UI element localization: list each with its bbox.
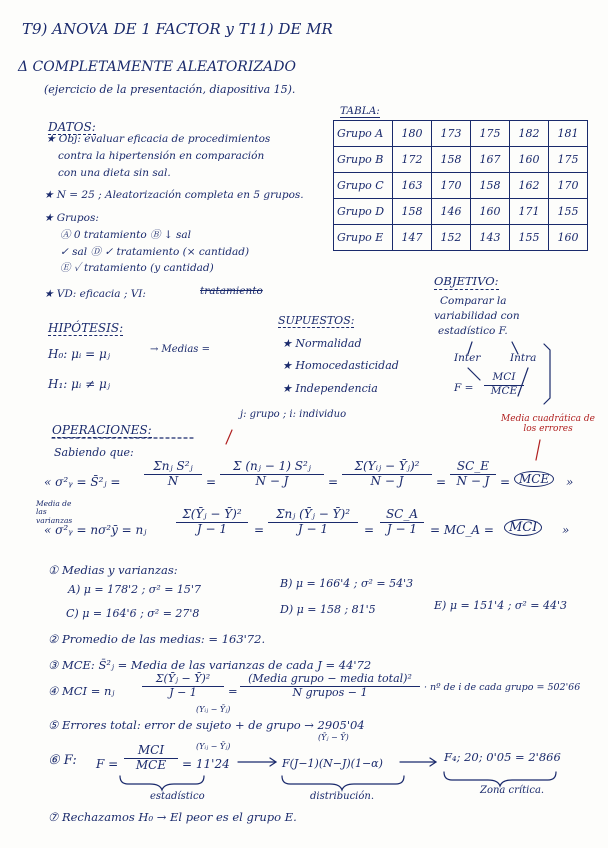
step-6-numerator: MCI bbox=[124, 744, 178, 759]
table-cell: 173 bbox=[432, 121, 471, 147]
datos-group-line: Ⓔ ✓ tratamiento (y cantidad) bbox=[60, 262, 214, 274]
step-4-result: · nº de i de cada grupo = 502'66 bbox=[424, 682, 581, 693]
hipotesis-h0: H₀: μᵢ = μⱼ bbox=[48, 347, 110, 361]
table-cell: 162 bbox=[510, 173, 549, 199]
table-cell: 170 bbox=[432, 173, 471, 199]
eq2-denominator: J − 1 bbox=[196, 522, 228, 537]
eq1-numerator: Σ(Yᵢⱼ − Ȳⱼ)² bbox=[342, 460, 432, 475]
table-cell: 175 bbox=[471, 121, 510, 147]
step-5: ⑤ Errores total: error de sujeto + de grupo → 2905'04 bbox=[48, 718, 365, 732]
datos-group-line: ✓ sal Ⓓ ✓ tratamiento (× cantidad) bbox=[60, 246, 250, 258]
eq2-lhs: « σ²ᵧ = nσ²ȳ = nⱼ bbox=[44, 523, 147, 537]
step-6-distribution: F(J−1)(N−J)(1−α) bbox=[282, 757, 383, 770]
eq2-result-mci: MCI bbox=[504, 519, 542, 536]
step-6-value: = 11'24 bbox=[182, 757, 230, 771]
eq1-equals: = bbox=[500, 475, 511, 489]
objetivo-line: estadístico F. bbox=[438, 325, 508, 337]
eq2-mid: = MC_A = bbox=[430, 523, 494, 537]
brace-estadistico bbox=[120, 776, 204, 790]
eq1-denominator: N − J bbox=[255, 474, 289, 489]
operaciones-intro: Sabiendo que: bbox=[54, 446, 134, 459]
supuestos-header: SUPUESTOS: bbox=[278, 314, 355, 327]
label-estadistico: estadístico bbox=[150, 791, 205, 802]
objetivo-inter: Inter bbox=[454, 352, 481, 364]
arrow-inter bbox=[468, 342, 472, 354]
table-cell: 180 bbox=[393, 121, 432, 147]
table-cell: 158 bbox=[471, 173, 510, 199]
table-cell: 170 bbox=[549, 173, 588, 199]
datos-objective-line: con una dieta sin sal. bbox=[58, 167, 171, 179]
step-1-result: B) μ = 166'4 ; σ² = 54'3 bbox=[280, 577, 414, 590]
table-cell: 167 bbox=[471, 147, 510, 173]
objetivo-f-numerator: MCI bbox=[484, 372, 524, 386]
table-cell: 182 bbox=[510, 121, 549, 147]
step-1-result: E) μ = 151'4 ; σ² = 44'3 bbox=[434, 599, 568, 612]
datos-objective-line: ★ Obj: evaluar eficacia de procedimientos bbox=[46, 133, 271, 145]
step-6-label: ⑥ F: bbox=[48, 753, 77, 768]
datos-sample-size: ★ N = 25 ; Aleatorización completa en 5 grupos. bbox=[44, 189, 304, 201]
eq1-numerator: Σ (nⱼ − 1) S²ⱼ bbox=[220, 460, 324, 475]
table-cell: 143 bbox=[471, 225, 510, 251]
step-3: ③ MCE: S̄²ⱼ = Media de las varianzas de cada J = 44'72 bbox=[48, 658, 372, 672]
eq2-numerator: Σ(Ȳⱼ − Ȳ)² bbox=[176, 508, 248, 523]
step-6-critical: F₄; 20; 0'05 = 2'866 bbox=[444, 750, 561, 764]
eq1-equals: = bbox=[436, 475, 447, 489]
supuestos-item: ★ Independencia bbox=[282, 382, 378, 395]
step-5-annotation: (Yᵢⱼ − Ȳⱼ) bbox=[196, 705, 231, 714]
hipotesis-h0-note: → Medias = bbox=[150, 344, 210, 355]
step-1-result: A) μ = 178'2 ; σ² = 15'7 bbox=[68, 583, 201, 596]
step-4-denominator: J − 1 bbox=[169, 686, 197, 700]
eq2-denominator: J − 1 bbox=[386, 522, 418, 537]
step-6-denominator: MCE bbox=[135, 758, 167, 773]
tabla-label: TABLA: bbox=[340, 105, 380, 117]
table-cell: 163 bbox=[393, 173, 432, 199]
step-4-numerator: Σ(Ȳⱼ − Ȳ)² bbox=[142, 673, 224, 687]
step-1: ① Medias y varianzas: bbox=[48, 563, 178, 577]
eq2-denominator: J − 1 bbox=[297, 522, 329, 537]
table-cell: 147 bbox=[393, 225, 432, 251]
step-5-annotation: (Ȳⱼ − Ȳ) bbox=[318, 733, 349, 742]
eq1-denominator: N bbox=[167, 474, 179, 489]
datos-group-line: Ⓐ 0 tratamiento Ⓑ ↓ sal bbox=[60, 229, 191, 241]
eq2-equals: = bbox=[364, 523, 375, 537]
table-cell: 181 bbox=[549, 121, 588, 147]
section-subtitle: Δ COMPLETAMENTE ALEATORIZADO bbox=[18, 59, 296, 75]
table-cell: 146 bbox=[432, 199, 471, 225]
step-6-f-prefix: F = bbox=[96, 757, 119, 771]
arrow-mce-note bbox=[536, 440, 540, 460]
eq2-equals: = bbox=[254, 523, 265, 537]
hipotesis-h1: H₁: μᵢ ≠ μⱼ bbox=[48, 377, 110, 391]
label-zona-critica: Zona crítica. bbox=[480, 785, 545, 796]
datos-groups-header: ★ Grupos: bbox=[44, 212, 99, 224]
eq1-equals: = bbox=[206, 475, 217, 489]
label-distribucion: distribución. bbox=[310, 791, 375, 802]
table-cell: 158 bbox=[432, 147, 471, 173]
supuestos-item: ★ Homocedasticidad bbox=[282, 359, 399, 372]
page-title: T9) ANOVA DE 1 FACTOR y T11) DE MR bbox=[22, 20, 333, 38]
brace-zona bbox=[444, 772, 556, 786]
operaciones-header: OPERACIONES: bbox=[52, 423, 152, 437]
table-cell: 152 bbox=[432, 225, 471, 251]
eq1-numerator: Σnⱼ S²ⱼ bbox=[144, 460, 202, 475]
eq2-numerator: SC_A bbox=[380, 508, 424, 523]
arrow-to-mci bbox=[468, 368, 480, 380]
table-cell-group: Grupo B bbox=[334, 147, 393, 173]
eq1-annotation: Media de las varianzas bbox=[36, 499, 73, 525]
section-note: (ejercicio de la presentación, diapositiva 15). bbox=[44, 83, 296, 96]
eq1-result-mce: MCE bbox=[514, 471, 554, 487]
objetivo-line: variabilidad con bbox=[434, 310, 520, 322]
datos-variables: ★ VD: eficacia ; VI: bbox=[44, 288, 146, 300]
eq1-lhs: « σ²ᵧ = S̄²ⱼ = bbox=[44, 475, 121, 489]
table-cell: 160 bbox=[549, 225, 588, 251]
mce-note: Media cuadrática de los errores bbox=[501, 414, 595, 435]
eq2-numerator: Σnⱼ (Ȳⱼ − Ȳ)² bbox=[268, 508, 358, 523]
table-cell: 175 bbox=[549, 147, 588, 173]
table-cell-group: Grupo E bbox=[334, 225, 393, 251]
datos-header: DATOS: bbox=[48, 120, 96, 134]
objetivo-header: OBJETIVO: bbox=[434, 274, 499, 288]
table-cell: 158 bbox=[393, 199, 432, 225]
objetivo-f-denominator: MCE bbox=[490, 384, 518, 397]
step-4-prefix: ④ MCI = nⱼ bbox=[48, 684, 115, 698]
eq2-close: » bbox=[562, 523, 570, 537]
table-cell: 160 bbox=[510, 147, 549, 173]
objetivo-intra: Intra bbox=[510, 352, 537, 364]
table-cell: 155 bbox=[549, 199, 588, 225]
datos-objective-line: contra la hipertensión en comparación bbox=[58, 150, 265, 162]
objetivo-line: Comparar la bbox=[440, 295, 507, 307]
eq1-close: » bbox=[566, 475, 574, 489]
objetivo-bracket bbox=[544, 344, 550, 404]
table-cell-group: Grupo A bbox=[334, 121, 393, 147]
eq1-numerator: SC_E bbox=[450, 460, 496, 475]
table-cell: 171 bbox=[510, 199, 549, 225]
eq1-denominator: N − J bbox=[370, 474, 404, 489]
brace-distribucion bbox=[282, 776, 404, 790]
objetivo-f-prefix: F = bbox=[454, 382, 474, 394]
datos-vi-struck: tratamiento bbox=[200, 285, 263, 297]
step-1-result: C) μ = 164'6 ; σ² = 27'8 bbox=[66, 607, 200, 620]
hipotesis-header: HIPÓTESIS: bbox=[48, 321, 124, 335]
supuestos-item: ★ Normalidad bbox=[282, 337, 362, 350]
step-4-mean-numerator: (Media grupo − media total)² bbox=[240, 673, 420, 687]
arrow-to-mce bbox=[518, 368, 528, 396]
table-cell-group: Grupo D bbox=[334, 199, 393, 225]
arrow-intra bbox=[512, 342, 518, 354]
step-2: ② Promedio de las medias: = 163'72. bbox=[48, 632, 266, 646]
table-cell: 160 bbox=[471, 199, 510, 225]
table-cell: 172 bbox=[393, 147, 432, 173]
step-1-result: D) μ = 158 ; 81'5 bbox=[280, 603, 376, 616]
operaciones-index-note: j: grupo ; i: individuo bbox=[240, 409, 347, 420]
step-7: ⑦ Rechazamos H₀ → El peor es el grupo E. bbox=[48, 810, 297, 824]
arrow-j-note bbox=[226, 430, 232, 444]
table-cell: 155 bbox=[510, 225, 549, 251]
step-6-annotation: (Yᵢⱼ − Ȳⱼ) bbox=[196, 742, 231, 751]
step-4-equals: = bbox=[228, 684, 238, 698]
eq1-denominator: N − J bbox=[456, 474, 490, 489]
table-cell-group: Grupo C bbox=[334, 173, 393, 199]
step-4-mean-denominator: N grupos − 1 bbox=[292, 686, 368, 700]
eq1-equals: = bbox=[328, 475, 339, 489]
